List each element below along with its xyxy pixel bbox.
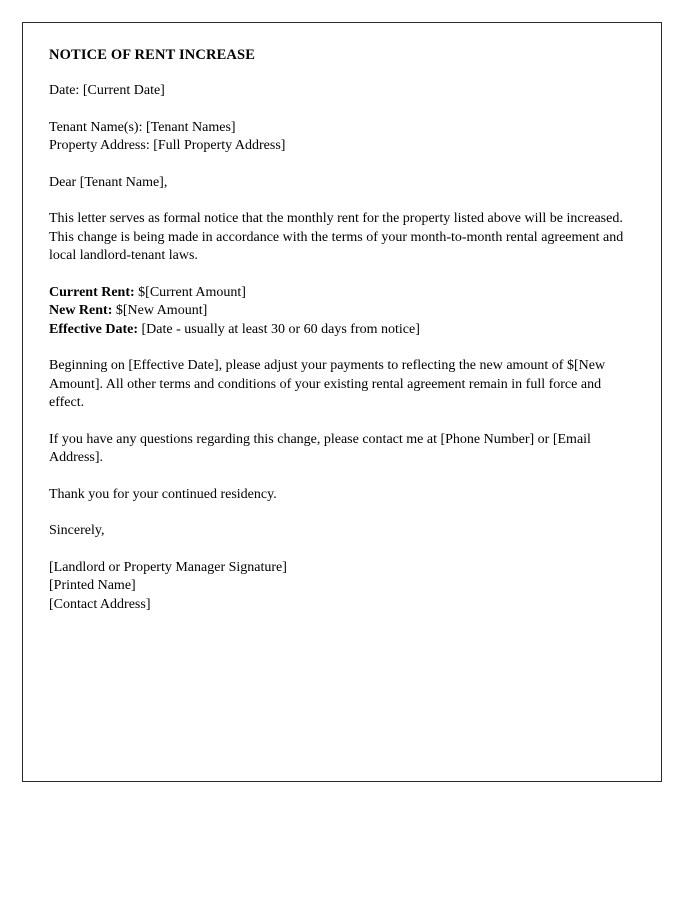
signature-line: [Landlord or Property Manager Signature] [49,559,287,575]
closing-line: Sincerely, [49,523,105,538]
new-rent-value: $[New Amount] [115,303,208,318]
current-rent-row [49,284,625,303]
document-page [22,22,662,782]
new-rent-label: New Rent: [49,303,113,318]
thanks-paragraph: Thank you for your continued residency. [49,486,277,502]
signature-block [49,559,625,615]
current-rent-label: Current Rent: [49,284,135,300]
salutation: Dear [Tenant Name], [49,174,168,190]
effective-date-value: [Date - usually at least 30 or 60 days from notice] [141,321,420,337]
rent-details-block [49,284,625,340]
effective-date-row [49,321,625,340]
property-address-line: Property Address: [Full Property Address] [49,138,286,153]
printed-name-line: [Printed Name] [49,578,136,593]
effective-date-label: Effective Date: [49,321,139,337]
contact-address-line: [Contact Address] [49,596,151,612]
new-rent-row [49,302,625,321]
current-rent-value: $[Current Amount] [138,284,246,300]
adjustment-paragraph: Beginning on [Effective Date], please adjust your payments to reflecting the new amount of $[New Amount]. All other terms and conditions of your existing rental agreement remain in full force and effect. [49,358,606,410]
intro-paragraph: This letter serves as formal notice that the monthly rent for the property listed above will be increased. This change is being made in accordance with the terms of your month-to-month rental agreement and local landlord-tenant laws. [49,211,624,263]
tenant-name-line: Tenant Name(s): [Tenant Names] [49,119,236,135]
document-body [49,46,625,632]
page-title: NOTICE OF RENT INCREASE [49,47,256,63]
date-line: Date: [Current Date] [49,83,165,98]
recipient-block [49,119,625,156]
contact-paragraph: If you have any questions regarding this change, please contact me at [Phone Number] or [Email Address]. [49,431,591,465]
